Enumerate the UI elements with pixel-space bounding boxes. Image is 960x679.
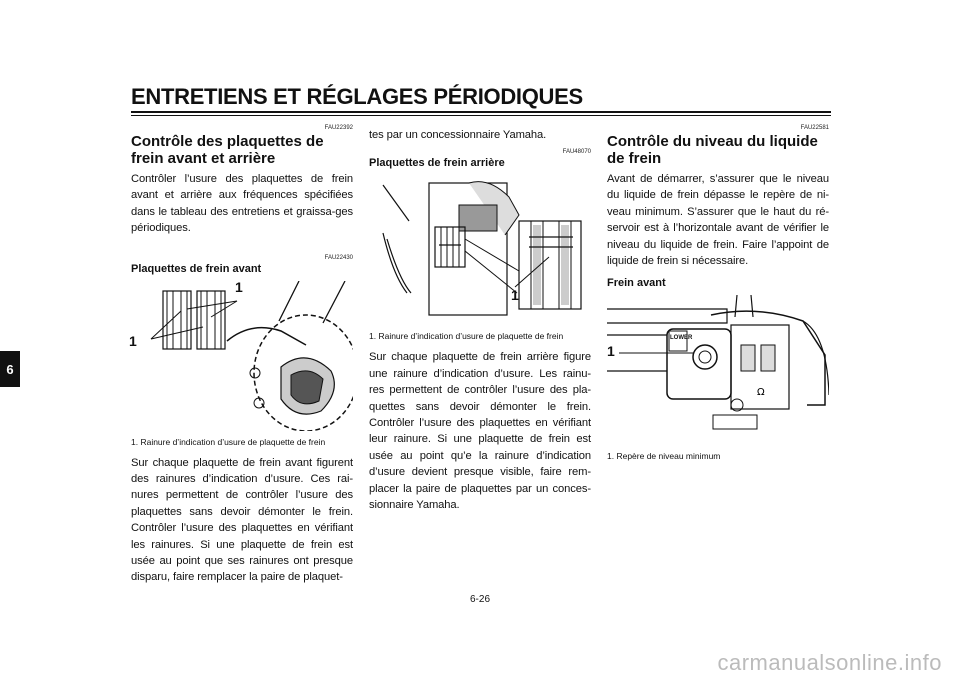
figure-callout-label: 1: [129, 332, 137, 349]
section-title-brake-fluid: Contrôle du niveau du liquide de frein: [607, 133, 818, 167]
subtitle-front-brake: Frein avant: [607, 277, 666, 290]
reservoir-figure: [607, 295, 829, 445]
section-code: FAU22392: [324, 125, 353, 131]
watermark: carmanualsonline.info: [717, 650, 942, 675]
column-3: [607, 125, 829, 469]
continued-text: tes par un concessionnaire Yamaha.: [369, 129, 547, 141]
figure-callout-label: 1: [607, 343, 615, 360]
figure-caption: 1. Repère de niveau minimum: [607, 451, 721, 462]
figure-caption: 1. Rainure d’indication d’usure de plaquette de frein: [369, 331, 564, 342]
brake-fluid-paragraph: Avant de démarrer, s’assurer que le niveau du liquide de frein dépasse le repère de ni-veau minimum. S’assurer que le haut du ré-servoir est à l’horizontale avant de vérifier le niveau du liquide de frein. Faire l’appoint de liquide de frein si nécessaire.: [607, 173, 829, 268]
figure-callout-label: 1: [235, 278, 243, 295]
figure-callout-label: 1: [511, 287, 519, 304]
intro-paragraph: Contrôler l’usure des plaquettes de frein avant et arrière aux fréquences spécifiées dans le tableau des entretiens et graissa-ges périodiques.: [131, 173, 353, 235]
subtitle-rear-pads: Plaquettes de frein arrière: [369, 157, 505, 170]
svg-text:Ω: Ω: [757, 387, 765, 399]
front-pads-paragraph: Sur chaque plaquette de frein avant figurent des rainures d’indication d’usure. Ces rai-nures permettent de contrôler l’usure des plaquettes sans devoir démonter le frein. Contrôler l’usure des plaquettes en vérifiant les rainures. Si une plaquette de frein est usée au point que ses rainures ont presque disparu, faire remplacer la paire de plaquet-: [131, 456, 353, 584]
rear-brake-figure: [369, 175, 591, 325]
subtitle-front-pads: Plaquettes de frein avant: [131, 262, 262, 275]
column-2: [369, 125, 591, 513]
reservoir-lower-mark: LOWER: [670, 335, 693, 342]
section-title-brake-pads: Contrôle des plaquettes de frein avant et arrière: [131, 133, 324, 167]
header-rule: [131, 111, 831, 113]
section-code: FAU22581: [800, 125, 829, 131]
front-brake-figure: [129, 278, 353, 431]
figure-caption: 1. Rainure d’indication d’usure de plaquette de frein: [131, 436, 326, 447]
page-header-title: ENTRETIENS ET RÉGLAGES PÉRIODIQUES: [131, 84, 583, 109]
page-number: 6-26: [469, 594, 490, 605]
subsection-code: FAU48070: [562, 149, 591, 156]
subsection-code: FAU22430: [324, 254, 353, 261]
rear-pads-paragraph: Sur chaque plaquette de frein arrière figure une rainure d’indication d’usure. Les rainu-res permettent de contrôler l’usure des pla-quettes sans devoir démonter le frein. Contrôler l’usure des plaquettes en vérifiant leur rainure. Si une plaquette de frein est usée au point qu’e la rainure d’indication d’usure devient presque visible, faire rem-placer la paire de plaquettes par un conces-sionnaire Yamaha.: [369, 351, 591, 512]
header-rule-thin: [131, 115, 831, 116]
column-1: [131, 125, 353, 586]
chapter-tab: 6: [0, 351, 20, 387]
